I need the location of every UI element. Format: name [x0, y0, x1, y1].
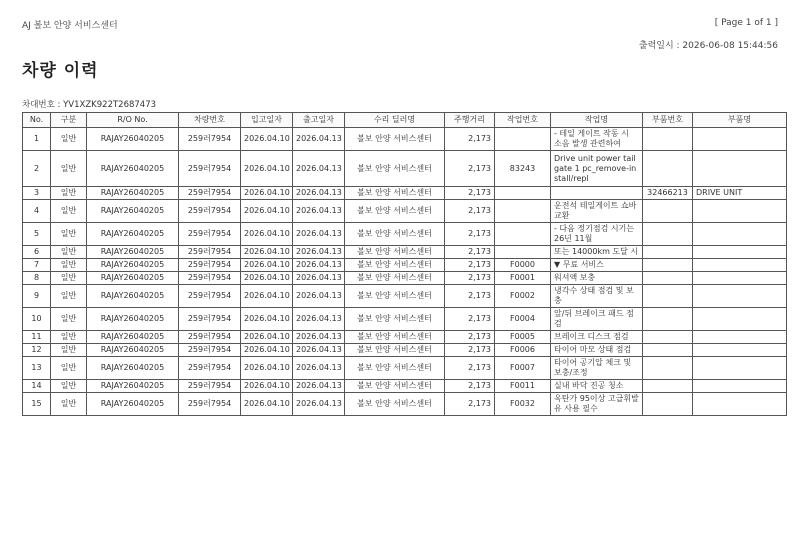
part-name: [693, 223, 787, 246]
job-code: F0007: [495, 357, 551, 380]
category: 일반: [51, 246, 87, 259]
ro-number: RAJAY26040205: [87, 187, 179, 200]
table-row: [23, 357, 787, 380]
table-row: [23, 259, 787, 272]
vehicle-number: 259러7954: [179, 308, 241, 331]
in-date: 2026.04.10: [241, 308, 293, 331]
mileage: 2,173: [445, 393, 495, 416]
vehicle-number: 259러7954: [179, 246, 241, 259]
category: 일반: [51, 128, 87, 151]
job-code: [495, 128, 551, 151]
table-row: [23, 393, 787, 416]
mileage: 2,173: [445, 380, 495, 393]
vehicle-number: 259러7954: [179, 128, 241, 151]
vin-number: 차대번호 : YV1XZK922T2687473: [22, 100, 157, 110]
page-indicator: [ Page 1 of 1 ]: [714, 18, 778, 28]
dealer-name: 볼보 안양 서비스센터: [345, 272, 445, 285]
out-date: 2026.04.13: [293, 151, 345, 187]
part-number: [643, 128, 693, 151]
work-description: 타이어 공기압 체크 및 보충/조정: [551, 357, 643, 380]
part-name: [693, 200, 787, 223]
table-row: [23, 272, 787, 285]
dealer-name: 볼보 안양 서비스센터: [345, 246, 445, 259]
ro-number: RAJAY26040205: [87, 285, 179, 308]
vehicle-number: 259러7954: [179, 344, 241, 357]
job-code: F0004: [495, 308, 551, 331]
category: 일반: [51, 344, 87, 357]
category: 일반: [51, 151, 87, 187]
in-date: 2026.04.10: [241, 272, 293, 285]
part-name: DRIVE UNIT: [693, 187, 787, 200]
work-description: 냉각수 상태 점검 및 보충: [551, 285, 643, 308]
print-timestamp: 출력일시 : 2026-06-08 15:44:56: [638, 41, 778, 51]
row-number: 8: [23, 272, 51, 285]
out-date: 2026.04.13: [293, 259, 345, 272]
out-date: 2026.04.13: [293, 285, 345, 308]
vehicle-number: 259러7954: [179, 393, 241, 416]
table-row: [23, 380, 787, 393]
job-code: [495, 223, 551, 246]
mileage: 2,173: [445, 331, 495, 344]
in-date: 2026.04.10: [241, 151, 293, 187]
part-name: [693, 128, 787, 151]
category: 일반: [51, 380, 87, 393]
mileage: 2,173: [445, 259, 495, 272]
out-date: 2026.04.13: [293, 223, 345, 246]
row-number: 12: [23, 344, 51, 357]
column-header: 부품번호: [643, 113, 693, 128]
in-date: 2026.04.10: [241, 344, 293, 357]
work-description: 옥탄가 95이상 고급휘발유 사용 필수: [551, 393, 643, 416]
part-name: [693, 308, 787, 331]
part-number: [643, 344, 693, 357]
work-description: 또는 14000km 도달 시: [551, 246, 643, 259]
work-description: 브레이크 디스크 점검: [551, 331, 643, 344]
in-date: 2026.04.10: [241, 223, 293, 246]
part-name: [693, 393, 787, 416]
part-number: [643, 200, 693, 223]
out-date: 2026.04.13: [293, 272, 345, 285]
mileage: 2,173: [445, 128, 495, 151]
table-row: [23, 223, 787, 246]
column-header: 작업번호: [495, 113, 551, 128]
mileage: 2,173: [445, 223, 495, 246]
in-date: 2026.04.10: [241, 259, 293, 272]
out-date: 2026.04.13: [293, 246, 345, 259]
vehicle-history-table: [22, 112, 787, 416]
table-row: [23, 128, 787, 151]
mileage: 2,173: [445, 246, 495, 259]
column-header: 부품명: [693, 113, 787, 128]
job-code: F0032: [495, 393, 551, 416]
job-code: F0006: [495, 344, 551, 357]
work-description: 타이어 마모 상태 점검: [551, 344, 643, 357]
mileage: 2,173: [445, 308, 495, 331]
dealer-name: 볼보 안양 서비스센터: [345, 344, 445, 357]
in-date: 2026.04.10: [241, 128, 293, 151]
table-row: [23, 246, 787, 259]
dealer-name: 볼보 안양 서비스센터: [345, 200, 445, 223]
in-date: 2026.04.10: [241, 187, 293, 200]
table-row: [23, 285, 787, 308]
category: 일반: [51, 331, 87, 344]
ro-number: RAJAY26040205: [87, 272, 179, 285]
job-code: F0001: [495, 272, 551, 285]
category: 일반: [51, 285, 87, 308]
row-number: 2: [23, 151, 51, 187]
job-code: [495, 200, 551, 223]
job-code: 83243: [495, 151, 551, 187]
mileage: 2,173: [445, 344, 495, 357]
work-description: ▼ 무료 서비스: [551, 259, 643, 272]
table-row: [23, 187, 787, 200]
ro-number: RAJAY26040205: [87, 200, 179, 223]
in-date: 2026.04.10: [241, 285, 293, 308]
row-number: 13: [23, 357, 51, 380]
row-number: 11: [23, 331, 51, 344]
out-date: 2026.04.13: [293, 357, 345, 380]
table-header-row: [23, 113, 787, 128]
out-date: 2026.04.13: [293, 128, 345, 151]
dealer-name: 볼보 안양 서비스센터: [345, 393, 445, 416]
part-number: [643, 272, 693, 285]
row-number: 6: [23, 246, 51, 259]
part-name: [693, 259, 787, 272]
column-header: R/O No.: [87, 113, 179, 128]
part-name: [693, 285, 787, 308]
row-number: 15: [23, 393, 51, 416]
dealer-name: 볼보 안양 서비스센터: [345, 285, 445, 308]
part-name: [693, 246, 787, 259]
out-date: 2026.04.13: [293, 308, 345, 331]
work-description: 워셔액 보충: [551, 272, 643, 285]
in-date: 2026.04.10: [241, 357, 293, 380]
job-code: F0005: [495, 331, 551, 344]
row-number: 9: [23, 285, 51, 308]
part-name: [693, 151, 787, 187]
ro-number: RAJAY26040205: [87, 223, 179, 246]
dealer-name: 볼보 안양 서비스센터: [345, 357, 445, 380]
part-number: [643, 285, 693, 308]
page-title: 차량 이력: [22, 61, 99, 81]
category: 일반: [51, 308, 87, 331]
row-number: 10: [23, 308, 51, 331]
part-number: [643, 357, 693, 380]
dealer-name: 볼보 안양 서비스센터: [345, 128, 445, 151]
part-number: [643, 393, 693, 416]
ro-number: RAJAY26040205: [87, 344, 179, 357]
column-header: 출고일자: [293, 113, 345, 128]
dealer-name: 볼보 안양 서비스센터: [345, 151, 445, 187]
category: 일반: [51, 393, 87, 416]
job-code: [495, 246, 551, 259]
part-number: [643, 308, 693, 331]
vehicle-number: 259러7954: [179, 187, 241, 200]
column-header: 수리 딜러명: [345, 113, 445, 128]
column-header: 차량번호: [179, 113, 241, 128]
column-header: No.: [23, 113, 51, 128]
part-number: [643, 246, 693, 259]
dealer-name: 볼보 안양 서비스센터: [345, 223, 445, 246]
ro-number: RAJAY26040205: [87, 259, 179, 272]
mileage: 2,173: [445, 200, 495, 223]
work-description: - 테일 게이트 작동 시 소음 발생 관련하여: [551, 128, 643, 151]
vehicle-number: 259러7954: [179, 151, 241, 187]
service-center-name: AJ 볼보 안양 서비스센터: [22, 21, 118, 31]
table-row: [23, 308, 787, 331]
part-number: [643, 331, 693, 344]
vehicle-number: 259러7954: [179, 331, 241, 344]
dealer-name: 볼보 안양 서비스센터: [345, 308, 445, 331]
dealer-name: 볼보 안양 서비스센터: [345, 187, 445, 200]
category: 일반: [51, 272, 87, 285]
mileage: 2,173: [445, 272, 495, 285]
part-name: [693, 331, 787, 344]
column-header: 주행거리: [445, 113, 495, 128]
vehicle-number: 259러7954: [179, 285, 241, 308]
vehicle-number: 259러7954: [179, 380, 241, 393]
row-number: 7: [23, 259, 51, 272]
part-number: [643, 259, 693, 272]
table-row: [23, 344, 787, 357]
work-description: [551, 187, 643, 200]
job-code: F0000: [495, 259, 551, 272]
column-header: 구분: [51, 113, 87, 128]
row-number: 14: [23, 380, 51, 393]
vehicle-number: 259러7954: [179, 223, 241, 246]
category: 일반: [51, 223, 87, 246]
category: 일반: [51, 357, 87, 380]
part-number: [643, 223, 693, 246]
row-number: 3: [23, 187, 51, 200]
in-date: 2026.04.10: [241, 380, 293, 393]
vehicle-number: 259러7954: [179, 357, 241, 380]
category: 일반: [51, 259, 87, 272]
category: 일반: [51, 200, 87, 223]
in-date: 2026.04.10: [241, 200, 293, 223]
out-date: 2026.04.13: [293, 380, 345, 393]
dealer-name: 볼보 안양 서비스센터: [345, 259, 445, 272]
mileage: 2,173: [445, 187, 495, 200]
column-header: 입고일자: [241, 113, 293, 128]
work-description: 실내 바닥 진공 청소: [551, 380, 643, 393]
part-name: [693, 272, 787, 285]
dealer-name: 볼보 안양 서비스센터: [345, 380, 445, 393]
job-code: F0002: [495, 285, 551, 308]
out-date: 2026.04.13: [293, 393, 345, 416]
mileage: 2,173: [445, 151, 495, 187]
in-date: 2026.04.10: [241, 331, 293, 344]
vehicle-number: 259러7954: [179, 259, 241, 272]
in-date: 2026.04.10: [241, 246, 293, 259]
part-number: [643, 380, 693, 393]
vehicle-number: 259러7954: [179, 272, 241, 285]
category: 일반: [51, 187, 87, 200]
out-date: 2026.04.13: [293, 331, 345, 344]
ro-number: RAJAY26040205: [87, 246, 179, 259]
dealer-name: 볼보 안양 서비스센터: [345, 331, 445, 344]
ro-number: RAJAY26040205: [87, 308, 179, 331]
table-row: [23, 200, 787, 223]
ro-number: RAJAY26040205: [87, 393, 179, 416]
work-description: 앞/뒤 브레이크 패드 점검: [551, 308, 643, 331]
column-header: 작업명: [551, 113, 643, 128]
table-row: [23, 151, 787, 187]
vehicle-number: 259러7954: [179, 200, 241, 223]
ro-number: RAJAY26040205: [87, 151, 179, 187]
out-date: 2026.04.13: [293, 187, 345, 200]
part-name: [693, 357, 787, 380]
part-number: 32466213: [643, 187, 693, 200]
out-date: 2026.04.13: [293, 200, 345, 223]
table-row: [23, 331, 787, 344]
part-number: [643, 151, 693, 187]
ro-number: RAJAY26040205: [87, 380, 179, 393]
row-number: 1: [23, 128, 51, 151]
out-date: 2026.04.13: [293, 344, 345, 357]
work-description: - 다음 정기점검 시기는 26년 11월: [551, 223, 643, 246]
part-name: [693, 380, 787, 393]
mileage: 2,173: [445, 285, 495, 308]
in-date: 2026.04.10: [241, 393, 293, 416]
mileage: 2,173: [445, 357, 495, 380]
ro-number: RAJAY26040205: [87, 128, 179, 151]
job-code: [495, 187, 551, 200]
job-code: F0011: [495, 380, 551, 393]
ro-number: RAJAY26040205: [87, 357, 179, 380]
work-description: 운전석 테일게이트 쇼바 교환: [551, 200, 643, 223]
work-description: Drive unit power tailgate 1 pc_remove-install/repl: [551, 151, 643, 187]
ro-number: RAJAY26040205: [87, 331, 179, 344]
part-name: [693, 344, 787, 357]
row-number: 4: [23, 200, 51, 223]
row-number: 5: [23, 223, 51, 246]
